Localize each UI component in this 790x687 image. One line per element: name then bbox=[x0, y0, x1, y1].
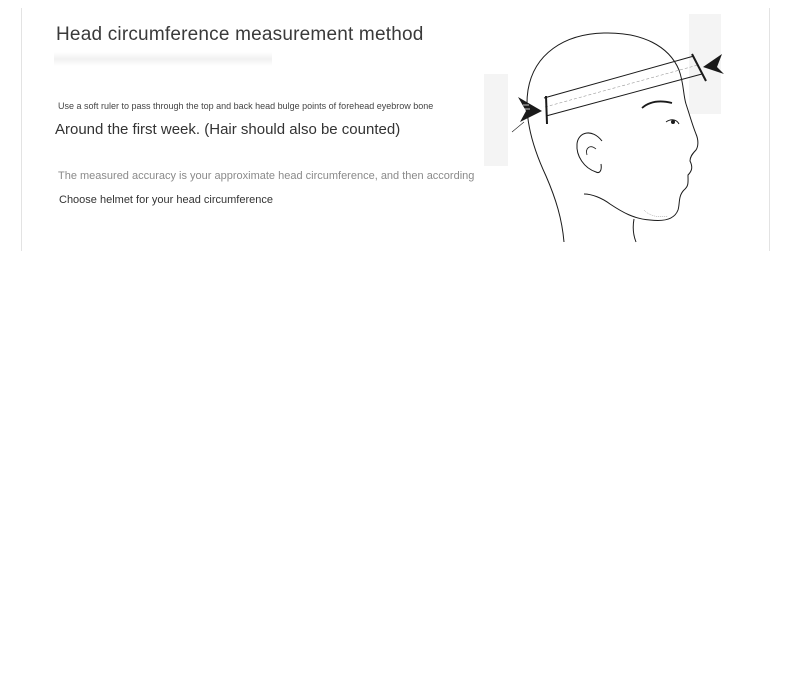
choose-helmet-text: Choose helmet for your head circumference bbox=[59, 194, 273, 206]
measurement-guide-card bbox=[21, 8, 770, 251]
around-text: Around the first week. (Hair should also be counted) bbox=[55, 121, 401, 138]
accuracy-text: The measured accuracy is your approximate head circumference, and then according bbox=[58, 170, 475, 182]
title-underline-shadow bbox=[54, 52, 272, 66]
instruction-text: Use a soft ruler to pass through the top and back head bulge points of forehead eyebrow bone bbox=[58, 101, 434, 111]
head-profile-with-measuring-tape-icon bbox=[484, 4, 764, 251]
page-title: Head circumference measurement method bbox=[56, 24, 424, 45]
